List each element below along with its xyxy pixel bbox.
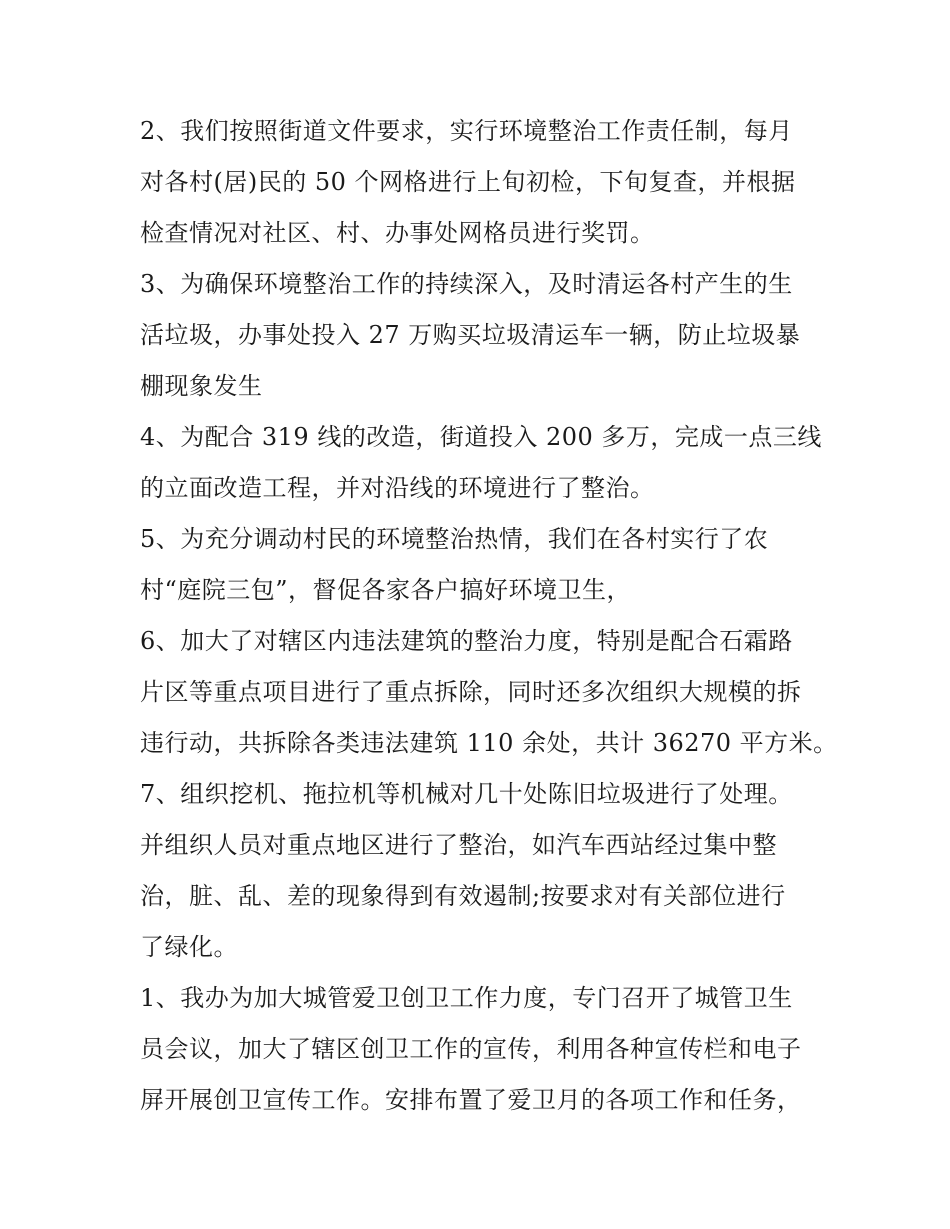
paragraph-item-5 xyxy=(140,514,820,616)
text-line: 1、我办为加大城管爱卫创卫工作力度，专门召开了城管卫生 xyxy=(140,984,793,1012)
text-line: 的立面改造工程，并对沿线的环境进行了整治。 xyxy=(140,474,655,502)
text-line: 活垃圾，办事处投入 27 万购买垃圾清运车一辆，防止垃圾暴 xyxy=(140,321,801,349)
text-line: 4、为配合 319 线的改造，街道投入 200 多万，完成一点三线 xyxy=(140,423,822,451)
paragraph-item-6 xyxy=(140,616,838,769)
text-line: 3、为确保环境整治工作的持续深入，及时清运各村产生的生 xyxy=(140,270,793,298)
text-line: 2、我们按照街道文件要求，实行环境整治工作责任制，每月 xyxy=(140,117,793,145)
document-body xyxy=(140,106,838,1126)
text-line: 6、加大了对辖区内违法建筑的整治力度，特别是配合石霜路 xyxy=(140,627,793,655)
paragraph-item-3 xyxy=(140,259,820,412)
paragraph-item-2 xyxy=(140,106,820,259)
paragraph-item-1 xyxy=(140,973,820,1126)
text-line: 员会议，加大了辖区创卫工作的宣传，利用各种宣传栏和电子 xyxy=(140,1035,802,1063)
text-line: 并组织人员对重点地区进行了整治，如汽车西站经过集中整 xyxy=(140,831,777,859)
paragraph-item-7 xyxy=(140,769,820,973)
text-line: 检查情况对社区、村、办事处网格员进行奖罚。 xyxy=(140,219,655,247)
text-line: 治，脏、乱、差的现象得到有效遏制;按要求对有关部位进行 xyxy=(140,882,786,910)
text-line: 违行动，共拆除各类违法建筑 110 余处，共计 36270 平方米。 xyxy=(140,729,838,757)
paragraph-item-4 xyxy=(140,412,820,514)
text-line: 了绿化。 xyxy=(140,933,238,961)
text-line: 片区等重点项目进行了重点拆除，同时还多次组织大规模的拆 xyxy=(140,678,802,706)
text-line: 5、为充分调动村民的环境整治热情，我们在各村实行了农 xyxy=(140,525,769,553)
text-line: 村“庭院三包”，督促各家各户搞好环境卫生， xyxy=(140,576,632,604)
text-line: 棚现象发生 xyxy=(140,372,263,400)
text-line: 7、组织挖机、拖拉机等机械对几十处陈旧垃圾进行了处理。 xyxy=(140,780,793,808)
text-line: 对各村(居)民的 50 个网格进行上旬初检，下旬复查，并根据 xyxy=(140,168,796,196)
text-line: 屏开展创卫宣传工作。安排布置了爱卫月的各项工作和任务， xyxy=(140,1086,802,1114)
